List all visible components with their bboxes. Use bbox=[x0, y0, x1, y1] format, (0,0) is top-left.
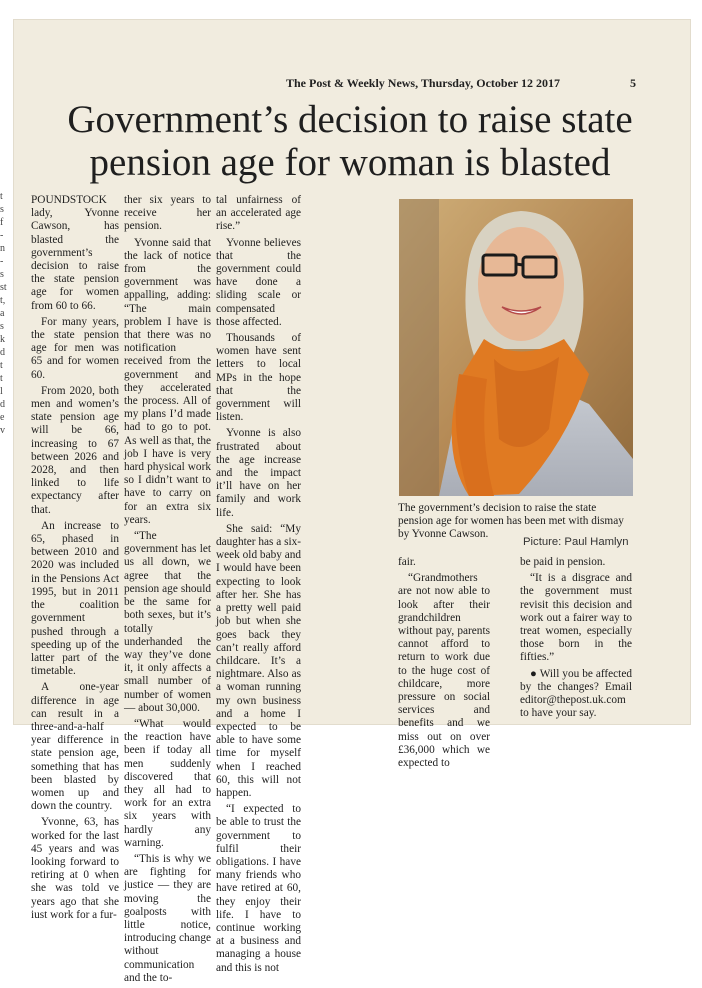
article-paragraph: fair. bbox=[398, 556, 416, 568]
margin-fragment: d bbox=[0, 399, 5, 410]
article-paragraph: ther six years to receive her pension. bbox=[124, 194, 211, 233]
margin-fragment: e bbox=[0, 412, 5, 423]
article-column-5 bbox=[398, 556, 490, 773]
portrait-photo bbox=[399, 199, 633, 496]
margin-fragment: a bbox=[0, 308, 5, 319]
publication-line: The Post & Weekly News, Thursday, October 12 2017 bbox=[286, 76, 561, 90]
article-column-1 bbox=[31, 194, 119, 925]
article-column-6 bbox=[520, 556, 632, 723]
article-paragraph: “The government has let us all down, we agree that the pension age should be the same for both sexes, but it’s totally underhanded the way they’ve done it, it only affects a small number of number of women — about 30,000. bbox=[124, 530, 211, 714]
margin-fragment: d bbox=[0, 347, 5, 358]
margin-fragment: - bbox=[0, 256, 4, 267]
margin-fragment: t, bbox=[0, 295, 6, 306]
article-paragraph: POUNDSTOCK lady, Yvonne Cawson, has blasted the government’s decision to raise the state pension age for women from 60 to 66. bbox=[31, 194, 119, 312]
article-paragraph: be paid in pension. bbox=[520, 556, 606, 568]
article-paragraph: “Grandmothers are not now able to look after their grandchildren without pay, parents cannot afford to return to work due to the huge cost of childcare, more pressure on social services and benefits and we miss out on over £36,000 which we expected to bbox=[398, 572, 490, 770]
article-paragraph: Thousands of women have sent letters to local MPs in the hope that the government will listen. bbox=[216, 332, 301, 424]
margin-fragment: t bbox=[0, 373, 3, 384]
article-column-2 bbox=[124, 194, 211, 988]
article-paragraph: ● Will you be affected by the changes? Email editor@thepost.uk.com to have your say. bbox=[520, 667, 632, 720]
margin-fragment: v bbox=[0, 425, 5, 436]
article-paragraph: A one-year difference in age can result in a three-and-a-half year difference in state pension age, something that has been blasted by women up and down the country. bbox=[31, 681, 119, 813]
headline: Government’s decision to raise state pension age for woman is blasted bbox=[67, 98, 633, 184]
margin-fragment: t bbox=[0, 191, 3, 202]
article-paragraph: Yvonne, 63, has worked for the last 45 years and was looking forward to retiring at 0 when she was told ve years ago that she iust work for a fur- bbox=[31, 816, 119, 921]
article-paragraph: “What would the reaction have been if today all men suddenly discovered that they all had to work for an extra six years with hardly any warning. bbox=[124, 717, 211, 849]
article-paragraph: From 2020, both men and women’s state pension age will be 66, increasing to 67 between 2026 and 2028, and then linked to life expectancy after that. bbox=[31, 384, 119, 516]
article-paragraph: She said: “My daughter has a six-week old baby and I would have been expecting to look after her. She has a pretty well paid job but when she goes back they can’t really afford childcare. It’s a nightmare. Also as a woman running my own business and a home I expected to be able to have some time for myself when I reached 60, this will not happen. bbox=[216, 522, 302, 799]
margin-fragment: l bbox=[0, 386, 3, 397]
publication-header bbox=[286, 76, 636, 91]
article-paragraph: tal unfairness of an accelerated age rise.” bbox=[216, 194, 301, 233]
photo-credit: Picture: Paul Hamlyn bbox=[523, 536, 629, 548]
article-paragraph: “I expected to be able to trust the government to fulfil their obligations. I have many friends who have retired at 60, they enjoy their life. I have to continue working at a business and managing a house and this is not bbox=[216, 803, 301, 974]
margin-fragment: k bbox=[0, 334, 5, 345]
article-paragraph: Yvonne believes that the government could have done a sliding scale or compensated those affected. bbox=[216, 236, 301, 328]
margin-fragment: f bbox=[0, 217, 4, 228]
article-paragraph: “This is why we are fighting for justice — they are moving the goalposts with little notice, introducing change without communication and the to- bbox=[124, 852, 211, 984]
page-number: 5 bbox=[630, 76, 636, 90]
article-paragraph: “It is a disgrace and the government must revisit this decision and work out a fairer way to treat women, especially those born in the fifties.” bbox=[520, 572, 632, 664]
margin-fragment: s bbox=[0, 269, 4, 280]
margin-fragment: st bbox=[0, 282, 7, 293]
margin-fragment: t bbox=[0, 360, 3, 371]
margin-fragment: n bbox=[0, 243, 5, 254]
article-paragraph: An increase to 65, phased in between 2010 and 2020 was included in the Pensions Act 1995, but in 2011 the coalition government pushed through a speeding up of the latter part of the timetable. bbox=[31, 519, 119, 678]
left-margin-fragments bbox=[0, 190, 14, 436]
portrait-illustration bbox=[399, 199, 633, 496]
article-paragraph: Yvonne said that the lack of notice from the government was appalling, adding: “The main problem I have is that there was no notification received from the government and they accelerated the process. All of my plans I’d made had to go to pot. As well as that, the job I have is very hard physical work so I didn’t want to have to carry on for an extra six years. bbox=[124, 236, 211, 526]
article-column-3 bbox=[216, 194, 301, 978]
photo-caption: The government’s decision to raise the state pension age for women has been met with dismay by Yvonne Cawson. bbox=[398, 502, 624, 540]
margin-fragment: - bbox=[0, 230, 4, 241]
margin-fragment: s bbox=[0, 204, 4, 215]
article-paragraph: Yvonne is also frustrated about the age increase and the impact it’ll have on her family and work life. bbox=[216, 427, 301, 519]
margin-fragment: s bbox=[0, 321, 4, 332]
article-paragraph: For many years, the state pension age for men was 65 and for women 60. bbox=[31, 315, 119, 381]
